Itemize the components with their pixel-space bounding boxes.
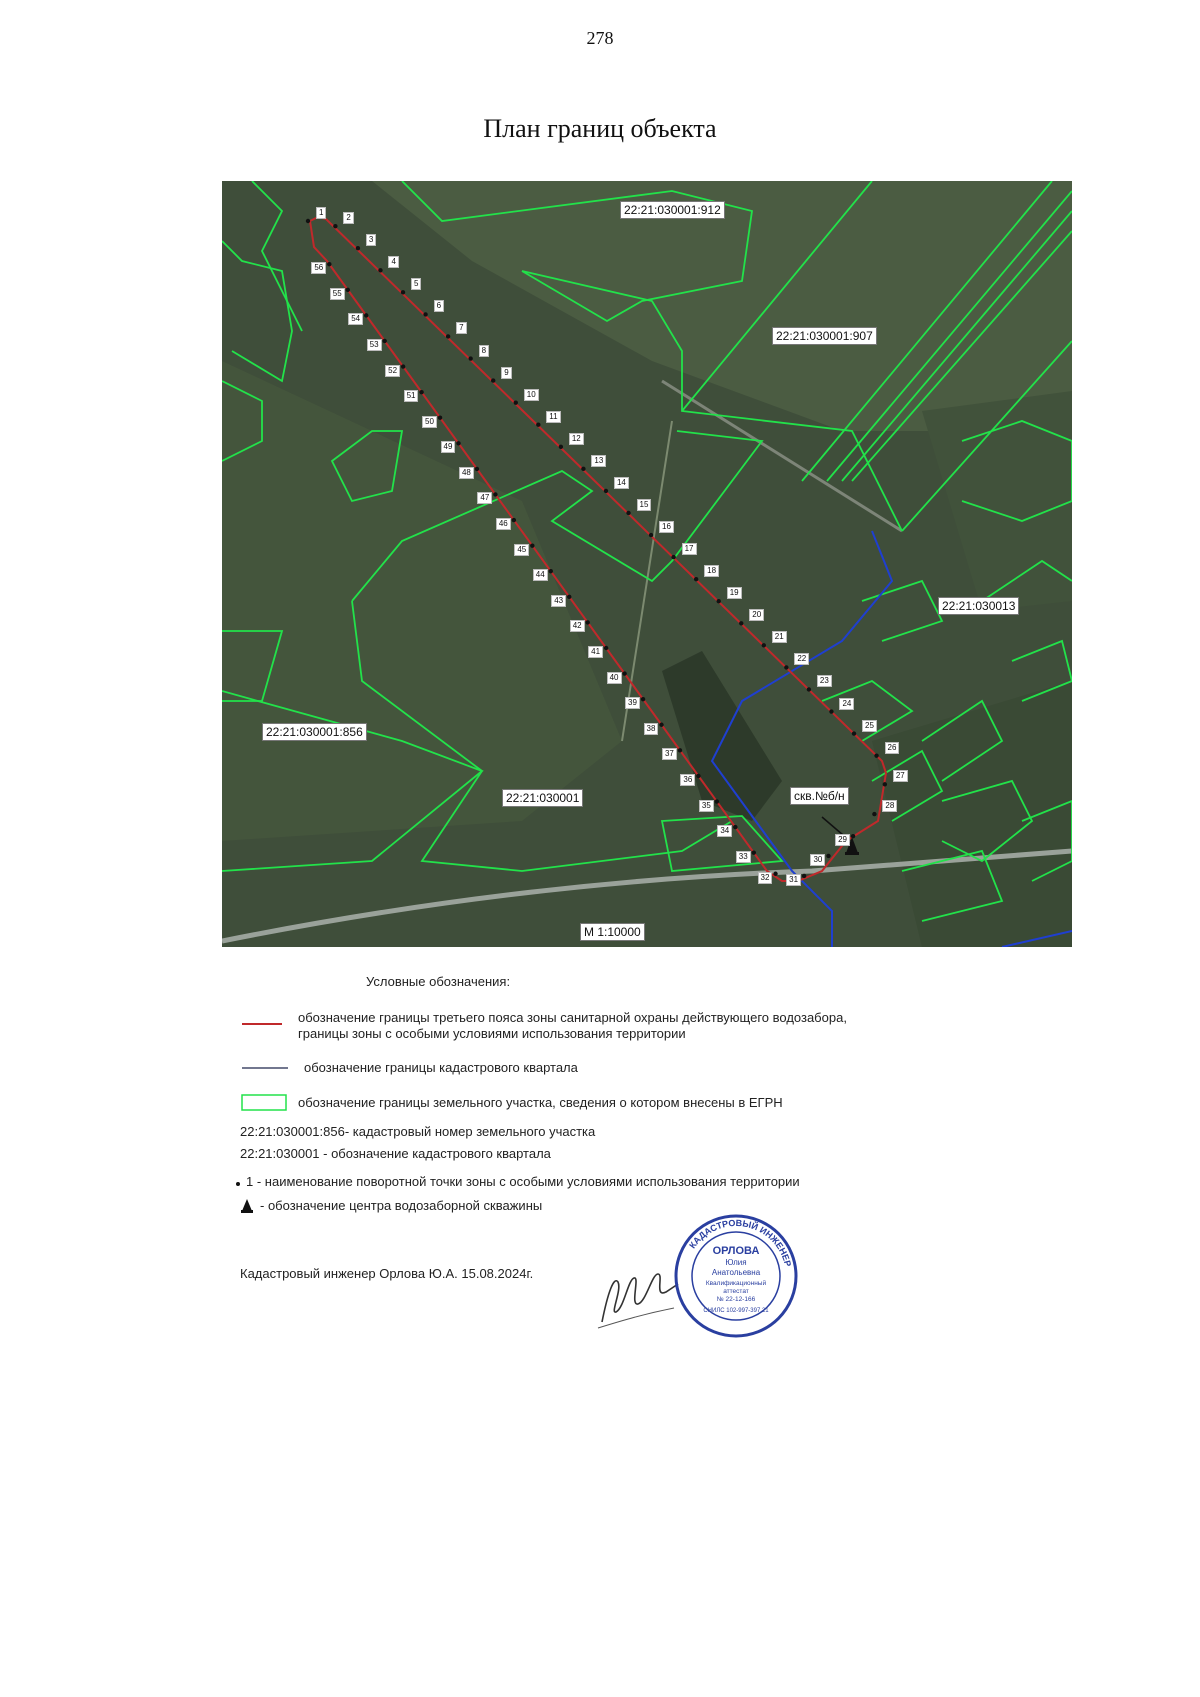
turn-point-7 [446, 334, 450, 338]
turn-point-41 [604, 646, 608, 650]
turn-point-label-12: 12 [569, 433, 584, 445]
turn-point-8 [468, 356, 472, 360]
turn-point-15 [626, 511, 630, 515]
turn-point-label-41: 41 [588, 646, 603, 658]
page-number: 278 [586, 28, 614, 48]
turn-point-37 [678, 748, 682, 752]
turn-point-9 [491, 378, 495, 382]
turn-point-36 [696, 774, 700, 778]
turn-point-label-56: 56 [311, 262, 326, 274]
turn-point-56 [327, 262, 331, 266]
turn-point-label-22: 22 [794, 653, 809, 665]
turn-point-label-20: 20 [749, 609, 764, 621]
turn-point-label-18: 18 [704, 565, 719, 577]
turn-point-40 [622, 671, 626, 675]
turn-point-18 [694, 577, 698, 581]
legend-cad-quarter-text: 22:21:030001 - обозначение кадастрового квартала [240, 1146, 551, 1161]
turn-point-label-1: 1 [316, 207, 326, 219]
turn-point-label-24: 24 [839, 698, 854, 710]
turn-point-label-29: 29 [835, 834, 850, 846]
turn-point-label-53: 53 [367, 339, 382, 351]
turn-point-label-38: 38 [644, 723, 659, 735]
stamp-ring-text: КАДАСТРОВЫЙ ИНЖЕНЕР [687, 1217, 794, 1268]
turn-point-52 [401, 364, 405, 368]
turn-point-6 [423, 312, 427, 316]
turn-point-53 [382, 339, 386, 343]
stamp-line6: № 22-12-166 [716, 1296, 756, 1303]
turn-point-label-3: 3 [366, 234, 376, 246]
legend-cad-number-text: 22:21:030001:856- кадастровый номер земельного участка [240, 1124, 596, 1139]
turn-point-30 [826, 854, 830, 858]
turn-point-label-46: 46 [496, 518, 511, 530]
szz-line-icon [240, 1014, 284, 1034]
turn-point-label-7: 7 [456, 322, 466, 334]
stamp-line5: аттестат [723, 1288, 749, 1295]
turn-point-label-26: 26 [885, 742, 900, 754]
turn-point-label-34: 34 [717, 825, 732, 837]
turn-point-label-10: 10 [524, 389, 539, 401]
label-parcel-856: 22:21:030001:856 [262, 723, 367, 741]
turn-point-22 [784, 665, 788, 669]
label-quarter-030013: 22:21:030013 [938, 597, 1019, 615]
turn-point-35 [715, 799, 719, 803]
label-parcel-912: 22:21:030001:912 [620, 201, 725, 219]
turn-point-label-48: 48 [459, 467, 474, 479]
turn-point-5 [401, 290, 405, 294]
engineer-signature-line: Кадастровый инженер Орлова Ю.А. 15.08.2024г. [240, 1266, 534, 1281]
turn-point-label-32: 32 [758, 872, 773, 884]
turn-point-4 [378, 268, 382, 272]
turn-point-label-37: 37 [662, 748, 677, 760]
turn-point-26 [874, 753, 878, 757]
turn-point-label-49: 49 [441, 441, 456, 453]
turn-point-11 [536, 423, 540, 427]
turn-point-23 [807, 687, 811, 691]
turn-point-label-50: 50 [422, 416, 437, 428]
turn-point-label-6: 6 [434, 300, 444, 312]
turn-point-3 [356, 246, 360, 250]
turn-point-28 [872, 812, 876, 816]
map-canvas [222, 181, 1072, 947]
turn-point-label-55: 55 [330, 288, 345, 300]
legend-title: Условные обозначения: [366, 974, 511, 989]
turn-point-12 [559, 445, 563, 449]
turn-point-label-4: 4 [388, 256, 398, 268]
turn-point-33 [752, 850, 756, 854]
turn-point-label-40: 40 [607, 672, 622, 684]
legend-szz-line1: обозначение границы третьего пояса зоны санитарной охраны действующего водозабора, [298, 1010, 847, 1025]
label-quarter-030001: 22:21:030001 [502, 789, 583, 807]
turn-point-label-17: 17 [682, 543, 697, 555]
label-scale: М 1:10000 [580, 923, 645, 941]
legend-szz-line2: границы зоны с особыми условиями использования территории [298, 1026, 686, 1041]
turn-point-10 [514, 400, 518, 404]
turn-point-label-14: 14 [614, 477, 629, 489]
turn-point-21 [762, 643, 766, 647]
turn-point-label-43: 43 [551, 595, 566, 607]
turn-point-label-9: 9 [501, 367, 511, 379]
legend-quarter-text: обозначение границы кадастрового квартала [304, 1060, 578, 1075]
turn-point-label-35: 35 [699, 800, 714, 812]
turn-point-dot-icon [234, 1176, 242, 1192]
legend-point-text: 1 - наименование поворотной точки зоны с особыми условиями использования территории [246, 1174, 800, 1189]
stamp-line7: СНИЛС 102-997-397 21 [703, 1308, 769, 1314]
turn-point-48 [475, 467, 479, 471]
stamp-line4: Квалификационный [705, 1280, 767, 1287]
turn-point-label-13: 13 [591, 455, 606, 467]
turn-point-label-28: 28 [882, 800, 897, 812]
legend-well-text: - обозначение центра водозаборной скважины [260, 1198, 543, 1213]
turn-point-42 [585, 620, 589, 624]
turn-point-label-8: 8 [479, 345, 489, 357]
turn-point-31 [802, 874, 806, 878]
turn-point-34 [733, 825, 737, 829]
turn-point-label-2: 2 [343, 212, 353, 224]
label-well: скв.№б/н [790, 787, 849, 805]
turn-point-27 [883, 782, 887, 786]
turn-point-16 [649, 533, 653, 537]
engineer-stamp [672, 1212, 800, 1340]
turn-point-55 [346, 288, 350, 292]
turn-point-1 [306, 219, 310, 223]
turn-point-14 [604, 489, 608, 493]
quarter-line-icon [240, 1058, 290, 1078]
turn-point-25 [852, 731, 856, 735]
turn-point-label-44: 44 [533, 569, 548, 581]
turn-point-54 [364, 313, 368, 317]
turn-point-29 [851, 834, 855, 838]
turn-point-label-16: 16 [659, 521, 674, 533]
turn-point-label-33: 33 [736, 851, 751, 863]
turn-point-44 [549, 569, 553, 573]
turn-point-39 [641, 697, 645, 701]
turn-point-label-30: 30 [810, 854, 825, 866]
parcel-box-icon [240, 1092, 290, 1114]
turn-point-24 [829, 709, 833, 713]
turn-point-label-15: 15 [637, 499, 652, 511]
turn-point-label-19: 19 [727, 587, 742, 599]
turn-point-49 [456, 441, 460, 445]
label-parcel-907: 22:21:030001:907 [772, 327, 877, 345]
turn-point-label-47: 47 [477, 492, 492, 504]
turn-point-label-39: 39 [625, 697, 640, 709]
page-title: План границ объекта [483, 114, 717, 143]
turn-point-label-45: 45 [514, 544, 529, 556]
turn-point-label-11: 11 [546, 411, 560, 423]
stamp-name-line3: Анатольевна [711, 1268, 761, 1277]
turn-point-label-31: 31 [786, 874, 801, 886]
turn-point-43 [567, 595, 571, 599]
turn-point-19 [717, 599, 721, 603]
turn-point-label-21: 21 [772, 631, 787, 643]
turn-point-50 [438, 416, 442, 420]
handwritten-signature [594, 1262, 684, 1332]
turn-point-45 [530, 543, 534, 547]
turn-point-38 [659, 723, 663, 727]
turn-point-label-42: 42 [570, 620, 585, 632]
turn-point-label-25: 25 [862, 720, 877, 732]
turn-point-label-51: 51 [404, 390, 419, 402]
turn-point-47 [493, 492, 497, 496]
turn-point-46 [512, 518, 516, 522]
stamp-name-line1: ОРЛОВА [712, 1245, 760, 1257]
cadastral-map[interactable] [222, 181, 1072, 947]
turn-point-20 [739, 621, 743, 625]
turn-point-13 [581, 467, 585, 471]
stamp-name-line2: Юлия [725, 1258, 747, 1267]
well-icon [240, 1198, 254, 1214]
turn-point-label-52: 52 [385, 365, 400, 377]
turn-point-51 [419, 390, 423, 394]
turn-point-32 [773, 872, 777, 876]
turn-point-label-23: 23 [817, 675, 832, 687]
legend-parcel-text: обозначение границы земельного участка, сведения о котором внесены в ЕГРН [298, 1095, 783, 1110]
turn-point-label-36: 36 [680, 774, 695, 786]
turn-point-label-27: 27 [893, 770, 908, 782]
turn-point-label-54: 54 [348, 313, 363, 325]
turn-point-17 [671, 555, 675, 559]
turn-point-2 [333, 224, 337, 228]
turn-point-label-5: 5 [411, 278, 421, 290]
